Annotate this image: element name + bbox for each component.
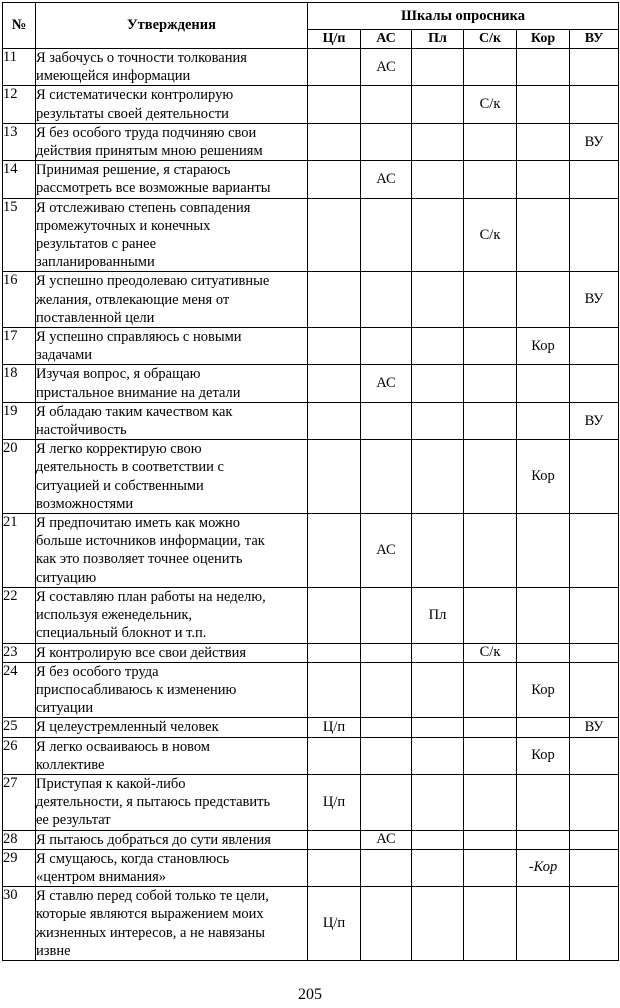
- statement-line: Я составляю план работы на неделю,: [36, 588, 266, 605]
- statement-line: извне: [36, 942, 71, 959]
- scale-cell: [361, 774, 412, 830]
- scale-cell: [517, 272, 570, 328]
- scale-cell: [412, 49, 464, 86]
- statement-line: Я смущаюсь, когда становлюсь: [36, 850, 230, 867]
- statement-line: Я контролирую все свои действия: [36, 644, 247, 661]
- scale-cell: [412, 774, 464, 830]
- scale-cell: [361, 198, 412, 272]
- scale-cell: АС: [361, 161, 412, 198]
- scale-cell: С/к: [464, 86, 517, 123]
- statement-line: жизненных интересов, а не навязаны: [36, 924, 266, 941]
- scale-cell: [412, 402, 464, 439]
- scale-cell: [412, 86, 464, 123]
- statement-text: [36, 662, 308, 718]
- statement-line: промежуточных и конечных: [36, 217, 211, 234]
- scale-cell: [464, 830, 517, 849]
- table-row: [3, 198, 619, 272]
- row-number: 28: [3, 830, 36, 849]
- statement-text: [36, 123, 308, 160]
- scale-header: Ц/п: [308, 30, 361, 49]
- scale-cell: [517, 161, 570, 198]
- scale-header: ВУ: [570, 30, 619, 49]
- scale-cell: [308, 830, 361, 849]
- statement-line: Я предпочитаю иметь как можно: [36, 515, 240, 532]
- scale-cell: [517, 830, 570, 849]
- row-number: 20: [3, 440, 36, 514]
- scale-cell: [464, 887, 517, 961]
- table-row: [3, 272, 619, 328]
- scale-cell: [308, 365, 361, 402]
- scale-cell: Пл: [412, 587, 464, 643]
- scale-cell: [464, 365, 517, 402]
- row-number: 14: [3, 161, 36, 198]
- scale-cell: [570, 849, 619, 886]
- row-number: 17: [3, 328, 36, 365]
- statement-line: Изучая вопрос, я обращаю: [36, 366, 201, 383]
- statement-line: действия принятым мною решениям: [36, 143, 263, 160]
- statement-line: ситуацию: [36, 569, 97, 586]
- scale-cell: [517, 198, 570, 272]
- statement-line: используя еженедельник,: [36, 607, 193, 624]
- scale-header: АС: [361, 30, 412, 49]
- scale-cell: [570, 161, 619, 198]
- scale-cell: [361, 328, 412, 365]
- statement-line: ее результат: [36, 812, 111, 829]
- scale-cell: ВУ: [570, 402, 619, 439]
- table-row: [3, 887, 619, 961]
- scale-cell: АС: [361, 514, 412, 588]
- scale-cell: Ц/п: [308, 887, 361, 961]
- statement-line: приспосабливаюсь к изменению: [36, 681, 237, 698]
- table-row: [3, 365, 619, 402]
- statement-line: Я отслеживаю степень совпадения: [36, 199, 251, 216]
- statement-line: Приступая к какой-либо: [36, 775, 186, 792]
- table-row: [3, 440, 619, 514]
- scale-cell: [570, 514, 619, 588]
- scale-cell: [308, 514, 361, 588]
- statement-line: поставленной цели: [36, 309, 155, 326]
- scale-cell: ВУ: [570, 272, 619, 328]
- statement-text: [36, 737, 308, 774]
- scale-cell: [412, 272, 464, 328]
- statement-text: [36, 161, 308, 198]
- statement-text: [36, 402, 308, 439]
- scale-cell: Ц/п: [308, 718, 361, 737]
- scale-cell: [308, 328, 361, 365]
- statement-line: которые являются выражением моих: [36, 906, 264, 923]
- statement-line: Я ставлю перед собой только те цели,: [36, 888, 269, 905]
- scale-cell: [308, 662, 361, 718]
- row-number: 19: [3, 402, 36, 439]
- statement-line: деятельности, я пытаюсь представить: [36, 794, 271, 811]
- statement-line: запланированными: [36, 254, 155, 271]
- scale-cell: [464, 774, 517, 830]
- scale-cell: [517, 86, 570, 123]
- statement-line: Я систематически контролирую: [36, 87, 234, 104]
- statement-line: задачами: [36, 347, 93, 364]
- row-number: 30: [3, 887, 36, 961]
- scale-cell: [570, 440, 619, 514]
- statement-line: деятельность в соответствии с: [36, 459, 224, 476]
- scale-cell: [464, 272, 517, 328]
- scale-cell: [517, 402, 570, 439]
- row-number: 21: [3, 514, 36, 588]
- table-row: [3, 643, 619, 662]
- scale-cell: [361, 718, 412, 737]
- scale-cell: [412, 440, 464, 514]
- row-number: 16: [3, 272, 36, 328]
- statement-text: [36, 887, 308, 961]
- statement-line: желания, отвлекающие меня от: [36, 291, 230, 308]
- statement-line: «центром внимания»: [36, 868, 167, 885]
- scale-cell: [308, 587, 361, 643]
- row-number: 29: [3, 849, 36, 886]
- statement-text: [36, 272, 308, 328]
- scale-cell: [517, 365, 570, 402]
- row-number: 13: [3, 123, 36, 160]
- scale-cell: [570, 587, 619, 643]
- scale-cell: [308, 198, 361, 272]
- header-statement: Утверждения: [36, 3, 308, 49]
- statement-line: Я легко корректирую свою: [36, 441, 202, 458]
- row-number: 22: [3, 587, 36, 643]
- scale-cell: [464, 440, 517, 514]
- table-row: [3, 849, 619, 886]
- statement-line: Принимая решение, я стараюсь: [36, 162, 231, 179]
- scale-cell: [570, 49, 619, 86]
- scale-cell: [361, 643, 412, 662]
- scale-cell: [361, 662, 412, 718]
- scale-header: Кор: [517, 30, 570, 49]
- scale-cell: [464, 402, 517, 439]
- scale-cell: [464, 161, 517, 198]
- statement-text: [36, 774, 308, 830]
- scale-cell: [361, 86, 412, 123]
- table-row: [3, 662, 619, 718]
- statement-text: [36, 49, 308, 86]
- scale-cell: [517, 49, 570, 86]
- scale-cell: [308, 123, 361, 160]
- table-row: [3, 161, 619, 198]
- scale-cell: [308, 49, 361, 86]
- scale-cell: [361, 887, 412, 961]
- scale-cell: [412, 887, 464, 961]
- statement-text: [36, 86, 308, 123]
- statement-text: [36, 587, 308, 643]
- scale-cell: Кор: [517, 440, 570, 514]
- scale-cell: АС: [361, 365, 412, 402]
- scale-cell: [517, 514, 570, 588]
- statement-text: [36, 849, 308, 886]
- scale-cell: [570, 830, 619, 849]
- page-number: 205: [298, 986, 322, 1003]
- scale-cell: [361, 737, 412, 774]
- statement-text: [36, 328, 308, 365]
- table-row: [3, 328, 619, 365]
- header-scales: Шкалы опросника: [308, 3, 619, 30]
- scale-cell: [570, 643, 619, 662]
- scale-cell: [308, 737, 361, 774]
- scale-cell: [570, 365, 619, 402]
- statement-line: Я обладаю таким качеством как: [36, 403, 233, 420]
- statement-line: коллективе: [36, 756, 105, 773]
- scale-cell: [464, 849, 517, 886]
- scale-cell: [308, 849, 361, 886]
- statement-line: Я пытаюсь добраться до сути явления: [36, 831, 271, 848]
- statement-line: ситуации: [36, 700, 94, 717]
- scale-cell: [570, 774, 619, 830]
- scale-cell: [464, 662, 517, 718]
- scale-cell: Ц/п: [308, 774, 361, 830]
- scale-cell: АС: [361, 49, 412, 86]
- scale-cell: [308, 161, 361, 198]
- table-row: [3, 587, 619, 643]
- scale-cell: [570, 328, 619, 365]
- scale-cell: -Кор: [517, 849, 570, 886]
- statement-line: специальный блокнот и т.п.: [36, 625, 207, 642]
- scale-cell: [570, 662, 619, 718]
- statement-line: Я забочусь о точности толкования: [36, 50, 247, 66]
- scale-cell: [517, 887, 570, 961]
- scale-cell: [412, 123, 464, 160]
- scale-cell: [517, 774, 570, 830]
- scale-cell: [412, 718, 464, 737]
- row-number: 24: [3, 662, 36, 718]
- table-row: [3, 830, 619, 849]
- scale-cell: [464, 514, 517, 588]
- statement-line: как это позволяет точнее оценить: [36, 551, 243, 568]
- scale-cell: С/к: [464, 198, 517, 272]
- table-row: [3, 737, 619, 774]
- statement-text: [36, 643, 308, 662]
- scale-cell: [361, 440, 412, 514]
- scale-cell: [412, 328, 464, 365]
- scale-cell: [464, 587, 517, 643]
- table-row: [3, 86, 619, 123]
- statement-line: настойчивость: [36, 422, 127, 439]
- scale-cell: [570, 737, 619, 774]
- scale-cell: Кор: [517, 737, 570, 774]
- row-number: 27: [3, 774, 36, 830]
- scale-cell: [464, 737, 517, 774]
- scale-cell: [308, 643, 361, 662]
- scale-cell: [308, 86, 361, 123]
- statement-line: ситуацией и собственными: [36, 477, 204, 494]
- scale-cell: [517, 643, 570, 662]
- table-row: [3, 718, 619, 737]
- scale-cell: [464, 123, 517, 160]
- statement-line: пристальное внимание на детали: [36, 384, 241, 401]
- statement-text: [36, 830, 308, 849]
- statement-line: имеющейся информации: [36, 68, 191, 85]
- statement-line: больше источников информации, так: [36, 533, 265, 550]
- scale-cell: [412, 830, 464, 849]
- statement-line: Я без особого труда подчиняю свои: [36, 124, 257, 141]
- row-number: 12: [3, 86, 36, 123]
- statement-line: результаты своей деятельности: [36, 105, 229, 122]
- statement-line: Я целеустремленный человек: [36, 719, 219, 736]
- scale-cell: [517, 718, 570, 737]
- scale-cell: [412, 737, 464, 774]
- statement-line: Я успешно справляюсь с новыми: [36, 329, 242, 346]
- statement-line: возможностями: [36, 495, 134, 512]
- scale-cell: [464, 328, 517, 365]
- statement-text: [36, 198, 308, 272]
- table-row: [3, 402, 619, 439]
- statement-text: [36, 718, 308, 737]
- header-number: №: [3, 3, 36, 49]
- questionnaire-table: [2, 2, 619, 961]
- scale-cell: [570, 887, 619, 961]
- row-number: 25: [3, 718, 36, 737]
- scale-cell: [361, 123, 412, 160]
- scale-cell: [308, 272, 361, 328]
- scale-cell: [412, 365, 464, 402]
- scale-cell: [412, 198, 464, 272]
- table-row: [3, 514, 619, 588]
- scale-cell: [361, 272, 412, 328]
- scale-cell: Кор: [517, 662, 570, 718]
- scale-cell: [464, 718, 517, 737]
- statement-line: рассмотреть все возможные варианты: [36, 180, 271, 197]
- row-number: 26: [3, 737, 36, 774]
- statement-line: Я легко осваиваюсь в новом: [36, 738, 210, 755]
- scale-cell: [517, 587, 570, 643]
- scale-cell: [570, 86, 619, 123]
- scale-cell: ВУ: [570, 123, 619, 160]
- statement-text: [36, 514, 308, 588]
- scale-cell: ВУ: [570, 718, 619, 737]
- scale-cell: [412, 514, 464, 588]
- table-row: [3, 49, 619, 86]
- scale-cell: Кор: [517, 328, 570, 365]
- table-body: [3, 49, 619, 961]
- table-row: [3, 123, 619, 160]
- scale-cell: [308, 440, 361, 514]
- scale-cell: [361, 587, 412, 643]
- scale-cell: [412, 849, 464, 886]
- scale-cell: С/к: [464, 643, 517, 662]
- scale-cell: [412, 643, 464, 662]
- scale-cell: [308, 402, 361, 439]
- scale-header: Пл: [412, 30, 464, 49]
- scale-cell: [464, 49, 517, 86]
- scale-header: С/к: [464, 30, 517, 49]
- table-row: [3, 774, 619, 830]
- scale-cell: [517, 123, 570, 160]
- statement-line: Я без особого труда: [36, 663, 159, 680]
- row-number: 15: [3, 198, 36, 272]
- scale-cell: [412, 662, 464, 718]
- scale-cell: АС: [361, 830, 412, 849]
- scale-cell: [361, 402, 412, 439]
- scale-cell: [570, 198, 619, 272]
- statement-line: результатов с ранее: [36, 236, 157, 253]
- statement-line: Я успешно преодолеваю ситуативные: [36, 273, 270, 290]
- statement-text: [36, 440, 308, 514]
- row-number: 11: [3, 49, 36, 86]
- row-number: 18: [3, 365, 36, 402]
- statement-text: [36, 365, 308, 402]
- row-number: 23: [3, 643, 36, 662]
- scale-cell: [412, 161, 464, 198]
- scale-cell: [361, 849, 412, 886]
